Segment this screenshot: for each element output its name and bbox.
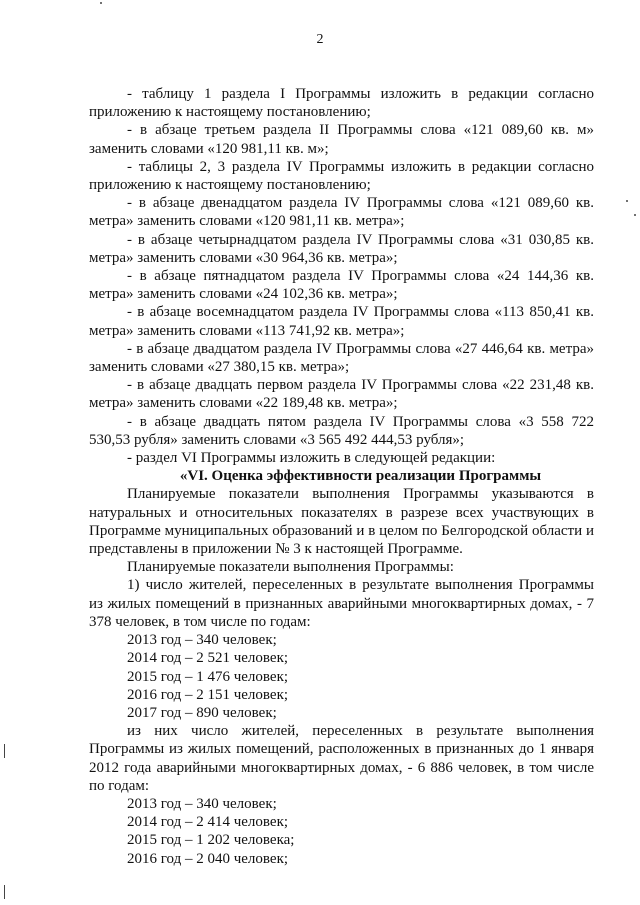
page-number: 2 [316,32,324,47]
year-list-item: 2015 год – 1 476 человек; [127,668,289,685]
amendment-paragraph: - таблицу 1 раздела I Программы изложить в редакции согласно приложению к настоящему постановлению; [89,86,594,121]
amendment-paragraph: - в абзаце третьем раздела II Программы слова «121 089,60 кв. м» заменить словами «120 981,11 кв. м»; [89,122,594,157]
section-paragraph: 1) число жителей, переселенных в результате выполнения Программы из жилых помещений в признанных аварийными многоквартирных домах, - 7 378 человек, в том числе по годам: [89,577,594,630]
amendment-paragraph: - в абзаце двадцать пятом раздела IV Программы слова «3 558 722 530,53 рубля» заменить словами «3 565 492 444,53 рубля»; [89,413,594,448]
amendment-paragraph: - в абзаце двадцать первом раздела IV Программы слова «22 231,48 кв. метра» заменить словами «22 189,48 кв. метра»; [89,377,594,412]
amendment-paragraph: - в абзаце восемнадцатом раздела IV Программы слова «113 850,41 кв. метра» заменить словами «113 741,92 кв. метра»; [89,304,594,339]
document-body [89,85,594,868]
section-paragraph: Планируемые показатели выполнения Программы: [127,559,454,576]
amendment-paragraph: - таблицы 2, 3 раздела IV Программы изложить в редакции согласно приложению к настоящему постановлению; [89,158,594,194]
year-list-item: 2015 год – 1 202 человека; [127,832,295,849]
year-list-item: 2016 год – 2 040 человек; [127,850,289,867]
year-list-item: 2014 год – 2 521 человек; [127,650,289,667]
amendment-paragraph: - в абзаце двенадцатом раздела IV Программы слова «121 089,60 кв. метра» заменить словами «120 981,11 кв. метра»; [89,195,594,230]
amendment-paragraph: - в абзаце пятнадцатом раздела IV Программы слова «24 144,36 кв. метра» заменить словами «24 102,36 кв. метра»; [89,268,594,303]
year-list-item: 2016 год – 2 151 человек; [127,686,289,703]
sub-paragraph: из них число жителей, переселенных в результате выполнения Программы из жилых помещений, расположенных в признанных до 1 января 2012 года аварийными многоквартирных домах, - 6 886 человек, в том числе по годам: [89,723,594,794]
scan-dot [100,2,102,4]
scan-dot [634,214,636,216]
section-title: «VI. Оценка эффективности реализации Программы [179,468,542,485]
year-list-item: 2013 год – 340 человек; [127,632,277,649]
section-paragraph: Планируемые показатели выполнения Программы указываются в натуральных и относительных показателях в разрезе всех участвующих в Программе муниципальных образований и в целом по Белгородской области и представлены в приложении № 3 к настоящей Программе. [89,486,594,558]
scan-margin-mark [4,744,5,758]
scan-margin-mark [4,885,5,899]
year-list-item: 2014 год – 2 414 человек; [127,814,289,831]
year-list-item: 2013 год – 340 человек; [127,795,277,812]
scan-dot [626,200,628,202]
amendment-paragraph: - в абзаце четырнадцатом раздела IV Программы слова «31 030,85 кв. метра» заменить словами «30 964,36 кв. метра»; [89,231,594,266]
amendment-paragraph: - раздел VI Программы изложить в следующей редакции: [127,450,496,467]
amendment-paragraph: - в абзаце двадцатом раздела IV Программы слова «27 446,64 кв. метра» заменить словами «27 380,15 кв. метра»; [89,340,594,376]
year-list-item: 2017 год – 890 человек; [127,704,277,721]
